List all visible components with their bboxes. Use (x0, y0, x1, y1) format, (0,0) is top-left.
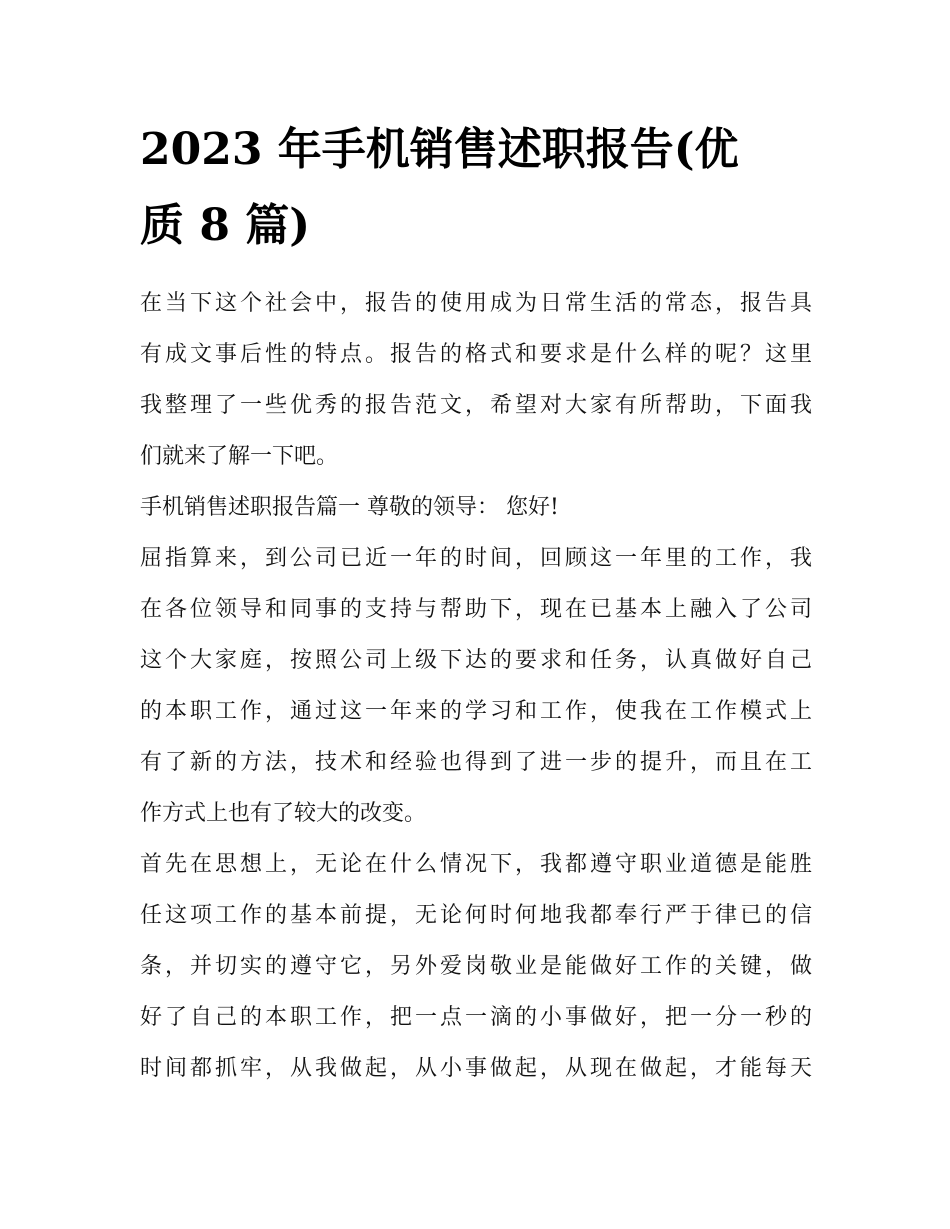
text-line: 作方式上也有了较大的改变。 (140, 801, 427, 826)
text-line: 时间都抓牢，从我做起，从小事做起，从现在做起，才能每天 (140, 1056, 812, 1081)
text-line: 在当下这个社会中，报告的使用成为日常生活的常态，报告具 (140, 291, 812, 316)
title-line: 2023 年手机销售述职报告(优 (140, 124, 739, 175)
text-line: 在各位领导和同事的支持与帮助下，现在已基本上融入了公司 (140, 597, 812, 622)
intro-paragraph (140, 278, 812, 482)
text-line: 任这项工作的基本前提，无论何时何地我都奉行严于律已的信 (140, 903, 812, 928)
body-paragraph (140, 839, 812, 1094)
text-line: 条，并切实的遵守它，另外爱岗敬业是能做好工作的关键，做 (140, 954, 812, 979)
text-line: 们就来了解一下吧。 (140, 444, 339, 469)
document-body (140, 278, 812, 1094)
text-line: 我整理了一些优秀的报告范文，希望对大家有所帮助，下面我 (140, 393, 812, 418)
title-line: 质 8 篇) (140, 200, 311, 251)
text-line: 的本职工作，通过这一年来的学习和工作，使我在工作模式上 (140, 699, 812, 724)
document-title (140, 112, 812, 264)
text-line: 好了自己的本职工作，把一点一滴的小事做好，把一分一秒的 (140, 1005, 812, 1030)
text-line: 屈指算来，到公司已近一年的时间，回顾这一年里的工作，我 (140, 546, 812, 571)
text-line: 首先在思想上，无论在什么情况下，我都遵守职业道德是能胜 (140, 852, 812, 877)
document-page (140, 112, 812, 1094)
section-heading-paragraph (140, 482, 812, 533)
text-line: 有成文事后性的特点。报告的格式和要求是什么样的呢？这里 (140, 342, 812, 367)
text-line: 有了新的方法，技术和经验也得到了进一步的提升，而且在工 (140, 750, 812, 775)
body-paragraph (140, 533, 812, 839)
text-line: 手机销售述职报告篇一 尊敬的领导： 您好! (140, 495, 559, 520)
text-line: 这个大家庭，按照公司上级下达的要求和任务，认真做好自己 (140, 648, 812, 673)
